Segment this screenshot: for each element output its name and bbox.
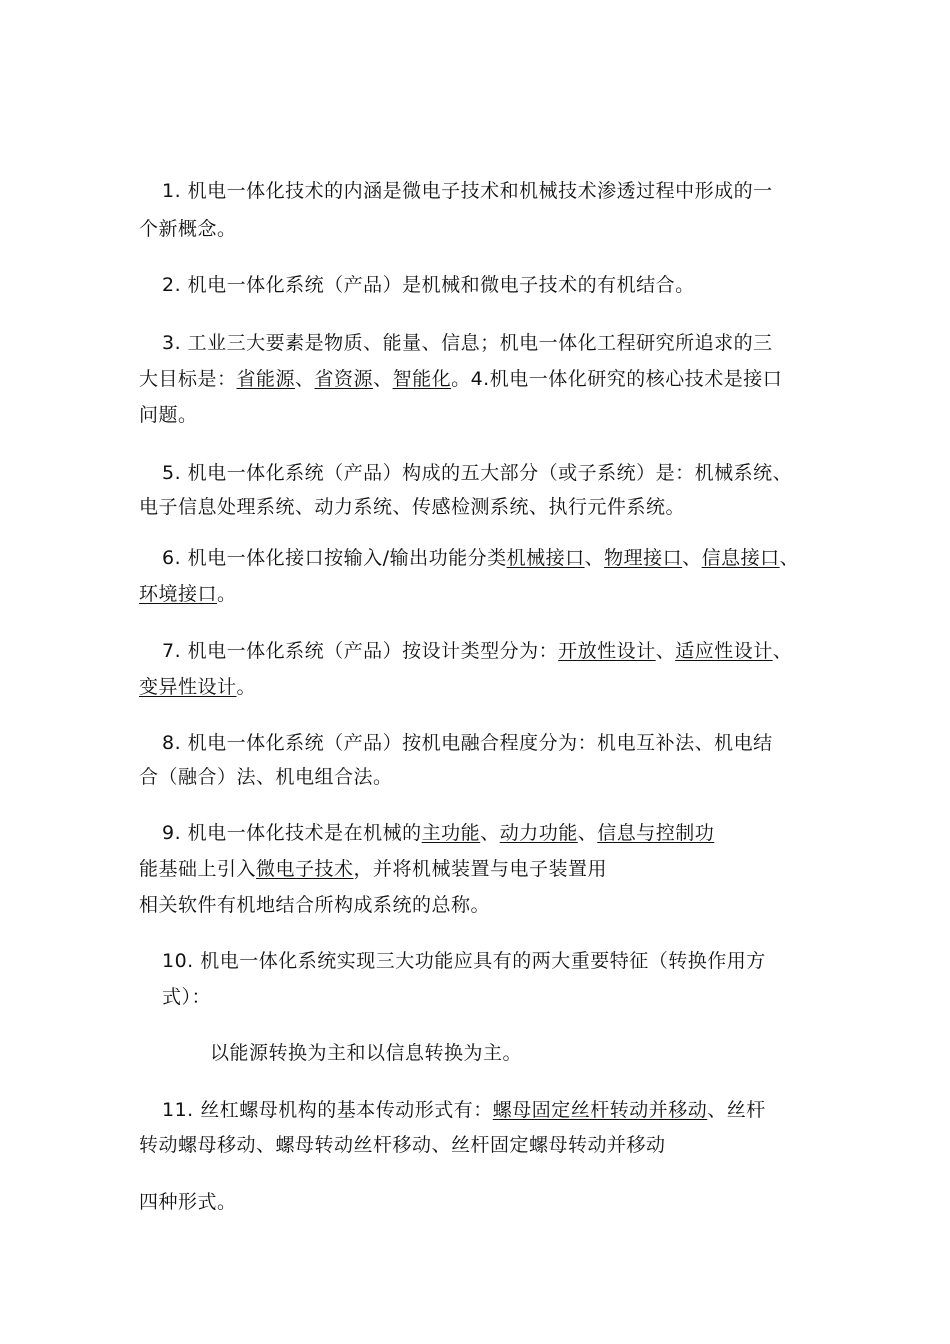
separator: 、 — [655, 640, 676, 662]
underlined-term: 信息与控制功 — [597, 822, 715, 844]
item-1-line-1: 1. 机电一体化技术的内涵是微电子技术和机械技术渗透过程中形成的一 — [162, 180, 773, 202]
underlined-term: 开放性设计 — [558, 640, 656, 662]
item-11-text: 、丝杆 — [707, 1099, 766, 1121]
item-11-line-1 — [162, 1097, 766, 1123]
item-10-line-2: 式）： — [162, 986, 212, 1008]
item-3-line-1: 3. 工业三大要素是物质、能量、信息；机电一体化工程研究所追求的三 — [162, 332, 773, 354]
item-11-line-2: 转动螺母移动、螺母转动丝杆移动、丝杆固定螺母转动并移动 — [139, 1134, 666, 1156]
item-11-line-3: 四种形式。 — [139, 1191, 237, 1213]
underlined-term: 物理接口 — [604, 547, 683, 569]
item-3-text: 大目标是： — [139, 368, 237, 390]
underlined-term: 动力功能 — [499, 822, 578, 844]
separator: 、 — [772, 640, 793, 662]
item-3-line-2 — [139, 366, 782, 392]
item-9-line-3: 相关软件有机地结合所构成系统的总称。 — [139, 894, 491, 916]
underlined-term: 适应性设计 — [675, 640, 773, 662]
underlined-term: 螺母固定丝杆转动并移动 — [492, 1099, 708, 1121]
separator: 、 — [779, 547, 800, 569]
item-5-line-2: 电子信息处理系统、动力系统、传感检测系统、执行元件系统。 — [139, 496, 686, 518]
item-9-text: 能基础上引入 — [139, 858, 257, 880]
item-7-line-2 — [139, 674, 256, 700]
item-9-text: 9. 机电一体化技术是在机械的 — [162, 822, 422, 844]
item-9-line-2 — [139, 856, 607, 882]
underlined-term: 省能源 — [236, 368, 296, 390]
underlined-term: 机械接口 — [506, 547, 585, 569]
underlined-term: 变异性设计 — [139, 676, 237, 698]
item-6-line-2 — [139, 581, 237, 607]
item-8-line-1: 8. 机电一体化系统（产品）按机电融合程度分为：机电互补法、机电结 — [162, 732, 773, 754]
item-5-line-1: 5. 机电一体化系统（产品）构成的五大部分（或子系统）是：机械系统、 — [162, 462, 793, 484]
item-11-text: 11. 丝杠螺母机构的基本传动形式有： — [162, 1099, 493, 1121]
item-10-line-3: 以能源转换为主和以信息转换为主。 — [210, 1042, 523, 1064]
separator: 、 — [584, 547, 605, 569]
underlined-term: 智能化 — [392, 368, 452, 390]
item-9-line-1 — [162, 820, 714, 846]
underlined-term: 微电子技术 — [256, 858, 354, 880]
item-7-text: 7. 机电一体化系统（产品）按设计类型分为： — [162, 640, 559, 662]
underlined-term: 信息接口 — [701, 547, 780, 569]
item-9-text: ，并将机械装置与电子装置用 — [353, 858, 608, 880]
underlined-term: 环境接口 — [139, 583, 218, 605]
item-10-line-1: 10. 机电一体化系统实现三大功能应具有的两大重要特征（转换作用方 — [162, 950, 766, 972]
separator: 、 — [373, 368, 393, 390]
item-4-text: 。4.机电一体化研究的核心技术是接口 — [451, 368, 783, 390]
item-7-line-1 — [162, 638, 792, 664]
item-2-line-1: 2. 机电一体化系统（产品）是机械和微电子技术的有机结合。 — [162, 274, 695, 296]
underlined-term: 主功能 — [421, 822, 481, 844]
item-7-end: 。 — [236, 676, 257, 698]
item-1-line-2: 个新概念。 — [139, 218, 237, 240]
item-8-line-2: 合（融合）法、机电组合法。 — [139, 766, 393, 788]
separator: 、 — [480, 822, 500, 844]
separator: 、 — [577, 822, 598, 844]
item-4-line-2: 问题。 — [139, 404, 198, 426]
item-6-end: 。 — [217, 583, 237, 605]
item-6-line-1 — [162, 545, 799, 571]
separator: 、 — [682, 547, 702, 569]
separator: 、 — [295, 368, 315, 390]
underlined-term: 省资源 — [314, 368, 374, 390]
item-6-text: 6. 机电一体化接口按输入/输出功能分类 — [162, 547, 507, 569]
